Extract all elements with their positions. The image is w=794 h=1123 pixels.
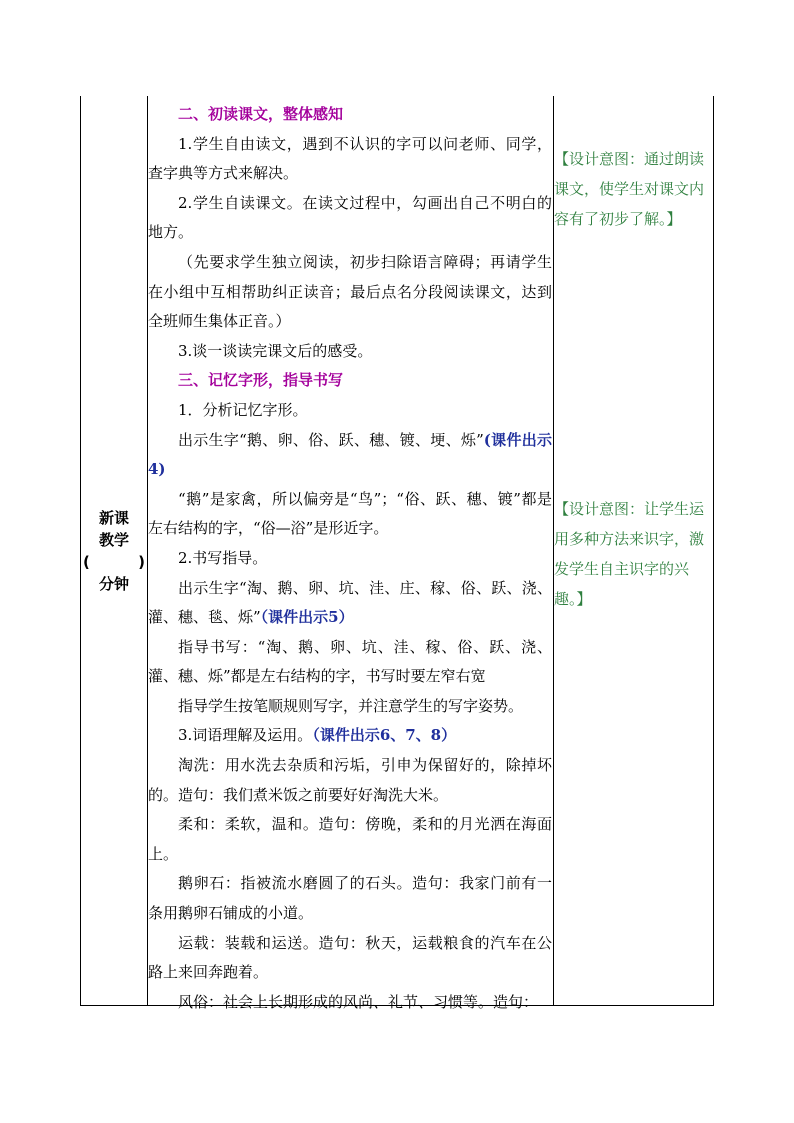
heading-reading: 二、初读课文，整体感知: [178, 105, 344, 123]
paragraph: 2.学生自读课文。在读文过程中，勾画出自己不明白的地方。: [148, 193, 552, 242]
section-label-line1: 新课: [98, 509, 129, 527]
courseware-tag: (课件出示4): [148, 430, 552, 479]
heading-writing: 三、记忆字形，指导书写: [178, 371, 344, 390]
paragraph: 1．分析记忆字形。: [178, 400, 308, 419]
paragraph: 指导书写：“淘、鹅、卵、坑、洼、稼、俗、跃、浇、灌、穗、烁”都是左右结构的字，书写时要左窄右宽: [148, 637, 552, 686]
section-label-line2: 教学: [98, 531, 129, 549]
paragraph: 运载：装载和运送。造句：秋天，运载粮食的汽车在公路上来回奔跑着。: [148, 933, 552, 982]
lesson-table: [80, 96, 714, 1011]
paragraph: 指导学生按笔顺规则写字，并注意学生的写字姿势。: [178, 696, 524, 715]
courseware-tag: （课件出示6、7、8）: [312, 726, 457, 745]
design-intent-note: 【设计意图：通过朗读课文，使学生对课文内容有了初步了解。】: [554, 150, 705, 228]
lesson-content: [148, 100, 552, 1017]
paragraph: 风俗：社会上长期形成的风尚、礼节、习惯等。造句：: [178, 992, 539, 1011]
paragraph: 出示生字“鹅、卵、俗、跃、穗、镀、埂、烁”(课件出示4): [148, 430, 552, 479]
section-label-line4: 分钟: [98, 575, 129, 593]
minutes-blank: ( ): [83, 553, 145, 571]
paragraph: （先要求学生独立阅读，初步扫除语言障碍；再请学生在小组中互相帮助纠正读音；最后点名分段阅读课文，达到全班师生集体正音。）: [148, 252, 552, 331]
paragraph: 1.学生自由读文，遇到不认识的字可以问老师、同学，查字典等方式来解决。: [148, 134, 552, 183]
paragraph: 柔和：柔软，温和。造句：傍晚，柔和的月光洒在海面上。: [148, 815, 552, 863]
paragraph: 3.词语理解及运用。（课件出示6、7、8）: [178, 726, 457, 745]
paragraph: 鹅卵石：指被流水磨圆了的石头。造句：我家门前有一条用鹅卵石铺成的小道。: [148, 874, 552, 923]
paragraph: 3.谈一谈读完课文后的感受。: [178, 341, 373, 360]
paragraph: 出示生字“淘、鹅、卵、坑、洼、庄、稼、俗、跃、浇、灌、穗、毯、烁”（课件出示5）: [148, 578, 552, 627]
section-label: [81, 507, 147, 595]
paragraph: “鹅”是家禽，所以偏旁是“鸟”；“俗、跃、穗、镀”都是左右结构的字，“俗—浴”是形近字。: [148, 489, 552, 538]
design-intent-note: 【设计意图：让学生运用多种方法来识字，激发学生自主识字的兴趣。】: [554, 500, 705, 608]
paragraph: 2.书写指导。: [178, 548, 268, 567]
paragraph: 淘洗：用水洗去杂质和污垢，引申为保留好的，除掉坏的。造句：我们煮米饭之前要好好淘洗大米。: [148, 756, 552, 804]
courseware-tag: （课件出示5）: [260, 608, 354, 627]
